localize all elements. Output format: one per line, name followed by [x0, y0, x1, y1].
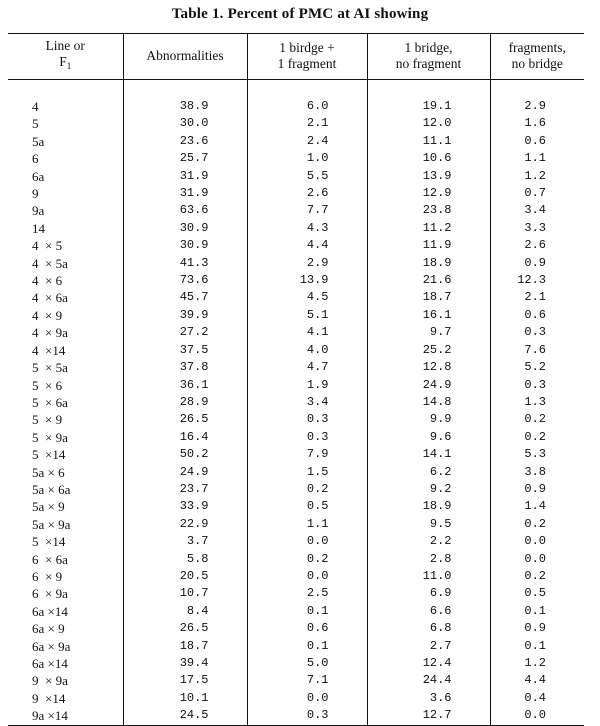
cell-line: 5a × 9 — [32, 499, 65, 515]
cell-line: 4 × 9a — [32, 325, 68, 341]
cell-bridge-no-fragment: 6.8 — [367, 620, 490, 637]
cell-abnormalities: 26.5 — [123, 620, 247, 637]
table-title: Table 1. Percent of PMC at AI showing — [171, 6, 429, 22]
cell-line: 4 × 6a — [32, 290, 68, 306]
cell-bridge-fragment: 0.6 — [247, 620, 367, 637]
cell-line: 5a × 6a — [32, 481, 71, 497]
header-abnormalities: Abnormalities — [123, 34, 247, 80]
cell-bridge-fragment: 1.9 — [247, 377, 367, 394]
cell-line: 5 ×14 — [32, 534, 66, 550]
cell-bridge-fragment: 0.3 — [247, 707, 367, 725]
table-row — [8, 516, 584, 533]
cell-abnormalities: 25.7 — [123, 150, 247, 167]
cell-abnormalities: 45.7 — [123, 289, 247, 306]
cell-fragments-no-bridge: 0.2 — [490, 568, 584, 585]
cell-abnormalities: 31.9 — [123, 185, 247, 202]
cell-line: 6a — [32, 168, 45, 184]
cell-fragments-no-bridge: 0.9 — [490, 620, 584, 637]
cell-line: 5 ×14 — [32, 447, 66, 463]
cell-line: 9 ×14 — [32, 690, 66, 706]
cell-bridge-fragment: 6.0 — [247, 98, 367, 115]
cell-abnormalities: 24.9 — [123, 464, 247, 481]
cell-bridge-fragment: 7.7 — [247, 202, 367, 219]
cell-abnormalities: 26.5 — [123, 411, 247, 428]
cell-abnormalities: 41.3 — [123, 255, 247, 272]
cell-line: 4 × 5 — [32, 238, 63, 254]
cell-line: 5 × 5a — [32, 360, 68, 376]
cell-bridge-fragment: 0.2 — [247, 551, 367, 568]
cell-fragments-no-bridge: 5.3 — [490, 446, 584, 463]
table-row — [8, 672, 584, 689]
cell-fragments-no-bridge: 0.0 — [490, 707, 584, 725]
cell-line: 6 — [32, 151, 39, 167]
cell-abnormalities: 18.7 — [123, 638, 247, 655]
table-row — [8, 655, 584, 672]
table-row — [8, 307, 584, 324]
cell-line: 5a × 6 — [32, 464, 65, 480]
cell-fragments-no-bridge: 0.1 — [490, 638, 584, 655]
cell-line: 6a × 9 — [32, 621, 65, 637]
header-fragments-no-bridge-l1: fragments, — [508, 40, 566, 55]
cell-line: 5 — [32, 116, 39, 132]
cell-bridge-fragment: 0.1 — [247, 638, 367, 655]
table-row — [8, 237, 584, 254]
cell-fragments-no-bridge: 3.8 — [490, 464, 584, 481]
cell-abnormalities: 31.9 — [123, 168, 247, 185]
cell-bridge-fragment: 4.0 — [247, 342, 367, 359]
cell-bridge-no-fragment: 10.6 — [367, 150, 490, 167]
cell-bridge-no-fragment: 2.8 — [367, 551, 490, 568]
cell-fragments-no-bridge: 0.0 — [490, 551, 584, 568]
cell-bridge-fragment: 0.0 — [247, 568, 367, 585]
cell-line: 6a ×14 — [32, 656, 68, 671]
table-row — [8, 202, 584, 219]
cell-bridge-fragment: 1.1 — [247, 516, 367, 533]
cell-line: 5 × 9 — [32, 412, 63, 428]
cell-bridge-no-fragment: 9.9 — [367, 411, 490, 428]
table-row — [8, 220, 584, 237]
cell-bridge-no-fragment: 6.2 — [367, 464, 490, 481]
cell-fragments-no-bridge: 5.2 — [490, 359, 584, 376]
table-row — [8, 289, 584, 306]
cell-bridge-no-fragment: 3.6 — [367, 690, 490, 707]
cell-abnormalities: 10.7 — [123, 585, 247, 602]
cell-bridge-no-fragment: 21.6 — [367, 272, 490, 289]
cell-bridge-no-fragment: 6.6 — [367, 603, 490, 620]
table-row — [8, 603, 584, 620]
cell-fragments-no-bridge: 3.4 — [490, 202, 584, 219]
cell-bridge-fragment: 2.4 — [247, 133, 367, 150]
cell-line: 6a × 9a — [32, 638, 71, 654]
cell-bridge-no-fragment: 11.0 — [367, 568, 490, 585]
cell-bridge-no-fragment: 19.1 — [367, 98, 490, 115]
cell-abnormalities: 27.2 — [123, 324, 247, 341]
cell-abnormalities: 39.4 — [123, 655, 247, 672]
cell-abnormalities: 38.9 — [123, 98, 247, 115]
cell-fragments-no-bridge: 2.6 — [490, 237, 584, 254]
cell-bridge-fragment: 0.1 — [247, 603, 367, 620]
cell-abnormalities: 28.9 — [123, 394, 247, 411]
table-row — [8, 690, 584, 707]
cell-bridge-no-fragment: 14.1 — [367, 446, 490, 463]
cell-fragments-no-bridge: 0.2 — [490, 411, 584, 428]
cell-bridge-fragment: 4.7 — [247, 359, 367, 376]
table-row — [8, 411, 584, 428]
header-line-f: F — [59, 54, 67, 69]
cell-bridge-fragment: 1.5 — [247, 464, 367, 481]
header-bridge-no-fragment-l2: no fragment — [395, 56, 462, 71]
cell-bridge-no-fragment: 11.1 — [367, 133, 490, 150]
cell-bridge-fragment: 0.5 — [247, 498, 367, 515]
cell-abnormalities: 37.5 — [123, 342, 247, 359]
cell-bridge-fragment: 0.2 — [247, 481, 367, 498]
cell-fragments-no-bridge: 3.3 — [490, 220, 584, 237]
cell-bridge-fragment: 4.1 — [247, 324, 367, 341]
cell-abnormalities: 8.4 — [123, 603, 247, 620]
cell-fragments-no-bridge: 1.1 — [490, 150, 584, 167]
table-row — [8, 342, 584, 359]
table-row — [8, 150, 584, 167]
cell-fragments-no-bridge: 2.1 — [490, 289, 584, 306]
table-row — [8, 533, 584, 550]
spacer-row — [8, 80, 584, 99]
table-row — [8, 185, 584, 202]
header-fragments-no-bridge-l2: no bridge — [511, 56, 563, 71]
cell-bridge-fragment: 2.9 — [247, 255, 367, 272]
table-row — [8, 429, 584, 446]
table-row — [8, 272, 584, 289]
cell-bridge-no-fragment: 2.7 — [367, 638, 490, 655]
cell-fragments-no-bridge: 12.3 — [490, 272, 584, 289]
cell-abnormalities: 50.2 — [123, 446, 247, 463]
cell-bridge-no-fragment: 11.9 — [367, 237, 490, 254]
cell-bridge-no-fragment: 16.1 — [367, 307, 490, 324]
header-row — [8, 34, 584, 80]
cell-fragments-no-bridge: 1.3 — [490, 394, 584, 411]
table-row — [8, 168, 584, 185]
cell-bridge-no-fragment: 9.5 — [367, 516, 490, 533]
cell-bridge-fragment: 7.9 — [247, 446, 367, 463]
cell-line: 4 × 9 — [32, 307, 63, 323]
cell-abnormalities: 16.4 — [123, 429, 247, 446]
cell-bridge-no-fragment: 25.2 — [367, 342, 490, 359]
cell-abnormalities: 30.0 — [123, 115, 247, 132]
cell-fragments-no-bridge: 0.9 — [490, 481, 584, 498]
cell-abnormalities: 5.8 — [123, 551, 247, 568]
header-bridge-no-fragment — [367, 34, 490, 80]
cell-bridge-no-fragment: 12.4 — [367, 655, 490, 672]
cell-line: 4 ×14 — [32, 342, 66, 358]
cell-abnormalities: 23.7 — [123, 481, 247, 498]
cell-bridge-fragment: 0.3 — [247, 429, 367, 446]
cell-bridge-no-fragment: 14.8 — [367, 394, 490, 411]
cell-abnormalities: 22.9 — [123, 516, 247, 533]
cell-bridge-no-fragment: 11.2 — [367, 220, 490, 237]
cell-bridge-no-fragment: 9.6 — [367, 429, 490, 446]
cell-bridge-no-fragment: 18.7 — [367, 289, 490, 306]
cell-fragments-no-bridge: 4.4 — [490, 672, 584, 689]
table-row — [8, 620, 584, 637]
cell-line: 5 × 6 — [32, 377, 63, 393]
cell-fragments-no-bridge: 0.6 — [490, 307, 584, 324]
cell-bridge-fragment: 0.3 — [247, 411, 367, 428]
cell-fragments-no-bridge: 0.4 — [490, 690, 584, 707]
cell-bridge-no-fragment: 24.9 — [367, 377, 490, 394]
cell-bridge-no-fragment: 9.2 — [367, 481, 490, 498]
cell-abnormalities: 24.5 — [123, 707, 247, 725]
cell-line: 14 — [32, 220, 45, 236]
header-line — [8, 34, 123, 80]
data-table — [8, 33, 584, 726]
cell-abnormalities: 20.5 — [123, 568, 247, 585]
cell-abnormalities: 17.5 — [123, 672, 247, 689]
cell-abnormalities: 3.7 — [123, 533, 247, 550]
table-body — [8, 80, 584, 726]
table-row — [8, 481, 584, 498]
cell-line: 6 × 6a — [32, 551, 68, 567]
cell-fragments-no-bridge: 0.7 — [490, 185, 584, 202]
cell-fragments-no-bridge: 0.9 — [490, 255, 584, 272]
header-bridge-no-fragment-l1: 1 bridge, — [404, 40, 453, 55]
cell-line: 5a — [32, 133, 45, 149]
cell-line: 6 × 9 — [32, 568, 63, 584]
table-row — [8, 638, 584, 655]
cell-abnormalities: 73.6 — [123, 272, 247, 289]
cell-bridge-fragment: 5.1 — [247, 307, 367, 324]
cell-line: 9 × 9a — [32, 673, 68, 689]
cell-bridge-no-fragment: 23.8 — [367, 202, 490, 219]
header-line-label: Line or — [45, 38, 85, 53]
cell-abnormalities: 36.1 — [123, 377, 247, 394]
cell-bridge-no-fragment: 13.9 — [367, 168, 490, 185]
cell-bridge-fragment: 0.0 — [247, 533, 367, 550]
cell-fragments-no-bridge: 0.5 — [490, 585, 584, 602]
header-bridge-fragment-l1: 1 birdge + — [279, 40, 335, 55]
cell-bridge-fragment: 2.1 — [247, 115, 367, 132]
cell-bridge-no-fragment: 18.9 — [367, 498, 490, 515]
cell-bridge-fragment: 4.4 — [247, 237, 367, 254]
cell-bridge-fragment: 4.3 — [247, 220, 367, 237]
header-bridge-fragment-l2: 1 fragment — [277, 56, 337, 71]
cell-bridge-no-fragment: 24.4 — [367, 672, 490, 689]
cell-abnormalities: 63.6 — [123, 202, 247, 219]
cell-bridge-no-fragment: 9.7 — [367, 324, 490, 341]
cell-fragments-no-bridge: 1.4 — [490, 498, 584, 515]
cell-line: 9a ×14 — [8, 707, 123, 725]
cell-line: 5 × 9a — [32, 429, 68, 445]
table-row — [8, 324, 584, 341]
cell-line: 6a ×14 — [32, 603, 68, 619]
cell-bridge-no-fragment: 12.0 — [367, 115, 490, 132]
header-line-subscript: 1 — [66, 61, 72, 71]
cell-abnormalities: 23.6 — [123, 133, 247, 150]
cell-abnormalities: 37.8 — [123, 359, 247, 376]
cell-fragments-no-bridge: 1.2 — [490, 655, 584, 672]
cell-bridge-no-fragment: 12.7 — [367, 707, 490, 725]
cell-bridge-fragment: 4.5 — [247, 289, 367, 306]
cell-line: 9a — [32, 203, 45, 219]
cell-fragments-no-bridge: 0.3 — [490, 377, 584, 394]
cell-line: 5a × 9a — [32, 516, 71, 532]
cell-bridge-fragment: 13.9 — [247, 272, 367, 289]
cell-fragments-no-bridge: 2.9 — [490, 98, 584, 115]
cell-fragments-no-bridge: 7.6 — [490, 342, 584, 359]
cell-bridge-no-fragment: 12.8 — [367, 359, 490, 376]
table-row — [8, 498, 584, 515]
cell-fragments-no-bridge: 0.1 — [490, 603, 584, 620]
cell-abnormalities: 30.9 — [123, 220, 247, 237]
cell-bridge-fragment: 2.6 — [247, 185, 367, 202]
cell-bridge-no-fragment: 2.2 — [367, 533, 490, 550]
cell-bridge-fragment: 2.5 — [247, 585, 367, 602]
cell-bridge-no-fragment: 18.9 — [367, 255, 490, 272]
cell-bridge-no-fragment: 6.9 — [367, 585, 490, 602]
cell-bridge-fragment: 5.5 — [247, 168, 367, 185]
cell-fragments-no-bridge: 0.2 — [490, 429, 584, 446]
cell-abnormalities: 10.1 — [123, 690, 247, 707]
cell-fragments-no-bridge: 1.2 — [490, 168, 584, 185]
cell-abnormalities: 30.9 — [123, 237, 247, 254]
cell-fragments-no-bridge: 0.6 — [490, 133, 584, 150]
cell-bridge-fragment: 3.4 — [247, 394, 367, 411]
cell-fragments-no-bridge: 1.6 — [490, 115, 584, 132]
cell-line: 9 — [32, 186, 39, 202]
cell-fragments-no-bridge: 0.2 — [490, 516, 584, 533]
cell-line: 4 — [32, 99, 39, 114]
cell-bridge-fragment: 7.1 — [247, 672, 367, 689]
table-row — [8, 585, 584, 602]
cell-bridge-fragment: 5.0 — [247, 655, 367, 672]
table-row — [8, 115, 584, 132]
cell-abnormalities: 39.9 — [123, 307, 247, 324]
table-row — [8, 446, 584, 463]
header-bridge-fragment — [247, 34, 367, 80]
cell-line: 6 × 9a — [32, 586, 68, 602]
cell-line: 5 × 6a — [32, 394, 68, 410]
cell-fragments-no-bridge: 0.0 — [490, 533, 584, 550]
table-row — [8, 359, 584, 376]
cell-line: 4 × 6 — [32, 273, 63, 289]
cell-bridge-fragment: 0.0 — [247, 690, 367, 707]
table-row — [8, 133, 584, 150]
table-row — [8, 98, 584, 115]
header-fragments-no-bridge — [490, 34, 584, 80]
cell-line: 4 × 5a — [32, 255, 68, 271]
table-row — [8, 464, 584, 481]
table-row — [8, 551, 584, 568]
table-row — [8, 377, 584, 394]
cell-fragments-no-bridge: 0.3 — [490, 324, 584, 341]
table-row — [8, 707, 584, 725]
table-row — [8, 255, 584, 272]
cell-abnormalities: 33.9 — [123, 498, 247, 515]
cell-bridge-no-fragment: 12.9 — [367, 185, 490, 202]
table-row — [8, 394, 584, 411]
table-row — [8, 568, 584, 585]
cell-bridge-fragment: 1.0 — [247, 150, 367, 167]
